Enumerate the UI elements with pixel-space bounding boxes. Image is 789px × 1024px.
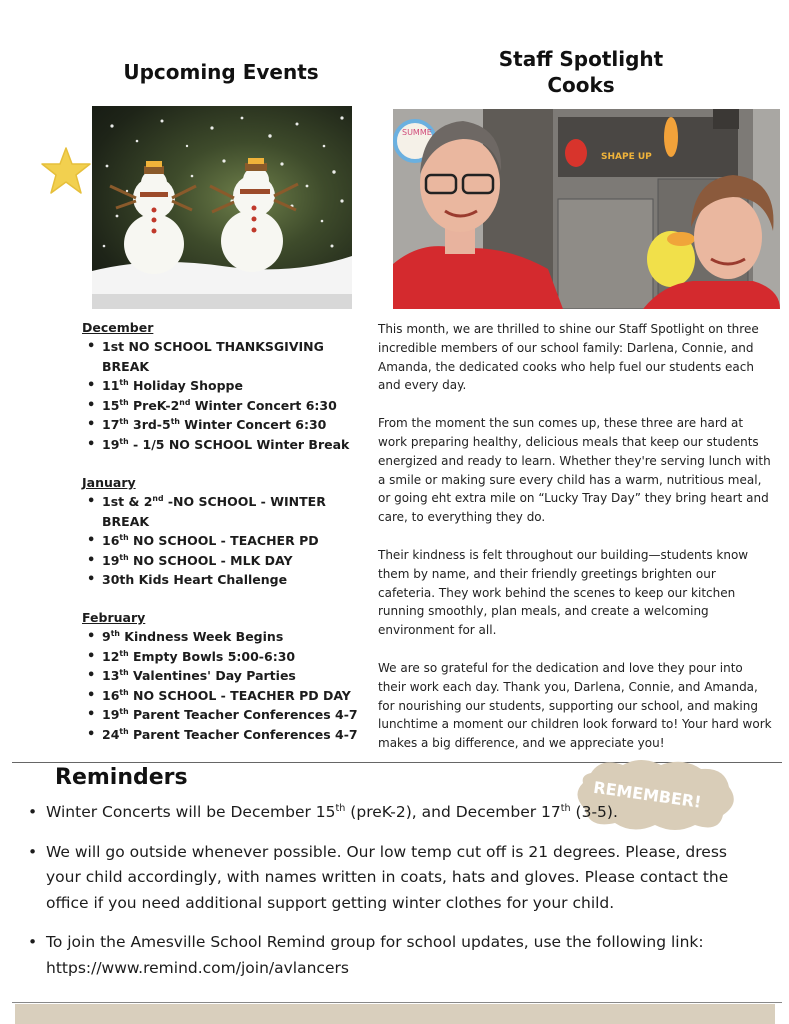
event-item: • 24th Parent Teacher Conferences 4-7: [82, 725, 372, 745]
month-title-january: January: [82, 475, 136, 490]
event-item: • 13th Valentines' Day Parties: [82, 666, 372, 686]
event-item: • 9th Kindness Week Begins: [82, 627, 372, 647]
article-paragraph: We are so grateful for the dedication and love they pour into their work each day. Thank you, Darlena, Connie, and Amanda, for nourishing our students, supporting our school, and making lunchtime a moment our children look forward to! Your hard work makes a big difference, and we appreciate you!: [378, 660, 772, 751]
event-item: • 17th 3rd-5th Winter Concert 6:30: [82, 415, 372, 435]
event-item: • 1st NO SCHOOL THANKSGIVING BREAK: [82, 337, 372, 376]
cooks-photo: [393, 109, 780, 309]
event-item: • 19th Parent Teacher Conferences 4-7: [82, 705, 372, 725]
february-event-list: [82, 627, 372, 744]
event-item: • 19th NO SCHOOL - MLK DAY: [82, 551, 372, 571]
snowmen-illustration: [92, 106, 352, 309]
spotlight-title-line2: Cooks: [547, 73, 615, 97]
reminder-item-outside: • We will go outside whenever possible. Our low temp cut off is 21 degrees. Please, dress your child accordingly, with names written in coats, hats and gloves. Please contact the office if you need additional support getting winter clothes for your child.: [28, 840, 738, 917]
star-icon: [40, 146, 92, 196]
month-title-february: February: [82, 610, 146, 625]
reminders-heading: Reminders: [55, 765, 188, 790]
footer-divider: [12, 1002, 782, 1003]
event-item: • 12th Empty Bowls 5:00-6:30: [82, 647, 372, 667]
article-paragraph: From the moment the sun comes up, these three are hard at work preparing healthy, delicious meals that keep our students energized and ready to learn. Whether they're serving lunch with a smile or making sure every child has a warm, nutritious meal, or going eht extra mile on “Lucky Tray Day” they bring heart and care, to everything they do.: [378, 416, 771, 525]
staff-spotlight-heading: [470, 46, 692, 98]
february-events: [82, 610, 372, 744]
month-title-december: December: [82, 320, 154, 335]
summer-sign-text: SUMME: [402, 128, 432, 137]
december-event-list: [82, 337, 372, 454]
remember-badge-text: REMEMBER!: [592, 777, 703, 812]
upcoming-events-heading: Upcoming Events: [123, 60, 319, 84]
january-events: [82, 475, 372, 590]
reminder-item-remind: • To join the Amesville School Remind group for school updates, use the following link: https://www.remind.com/join/avlancers: [28, 930, 738, 981]
reminder-item-concert: • Winter Concerts will be December 15th (preK-2), and December 17th (3-5).: [28, 800, 738, 826]
snowmen-photo: [92, 106, 352, 309]
reminders-list: [28, 800, 738, 995]
spotlight-title-line1: Staff Spotlight: [498, 47, 664, 71]
december-events: [82, 320, 372, 454]
event-item: • 1st & 2nd -NO SCHOOL - WINTER BREAK: [82, 492, 372, 531]
article-paragraph: This month, we are thrilled to shine our Staff Spotlight on three incredible members of our school family: Darlena, Connie, and Amanda, the dedicated cooks who help fuel our students each and every day.: [378, 322, 759, 393]
event-item: • 16th NO SCHOOL - TEACHER PD: [82, 531, 372, 551]
article-paragraph: Their kindness is felt throughout our building—students know them by name, and their friendly greetings brighten our cafeteria. They work behind the scenes to keep our kitchen running smoothly, plan meals, and create a welcoming environment for all.: [378, 547, 749, 638]
footer-bar: [15, 1004, 775, 1024]
event-item: • 30th Kids Heart Challenge: [82, 570, 372, 590]
cooks-illustration: [393, 109, 780, 309]
event-item: • 19th - 1/5 NO SCHOOL Winter Break: [82, 435, 372, 455]
event-item: • 11th Holiday Shoppe: [82, 376, 372, 396]
shape-up-banner-text: SHAPE UP: [601, 152, 652, 162]
event-item: • 16th NO SCHOOL - TEACHER PD DAY: [82, 686, 372, 706]
event-item: • 15th PreK-2nd Winter Concert 6:30: [82, 396, 372, 416]
january-event-list: [82, 492, 372, 590]
spotlight-article: [378, 320, 774, 772]
